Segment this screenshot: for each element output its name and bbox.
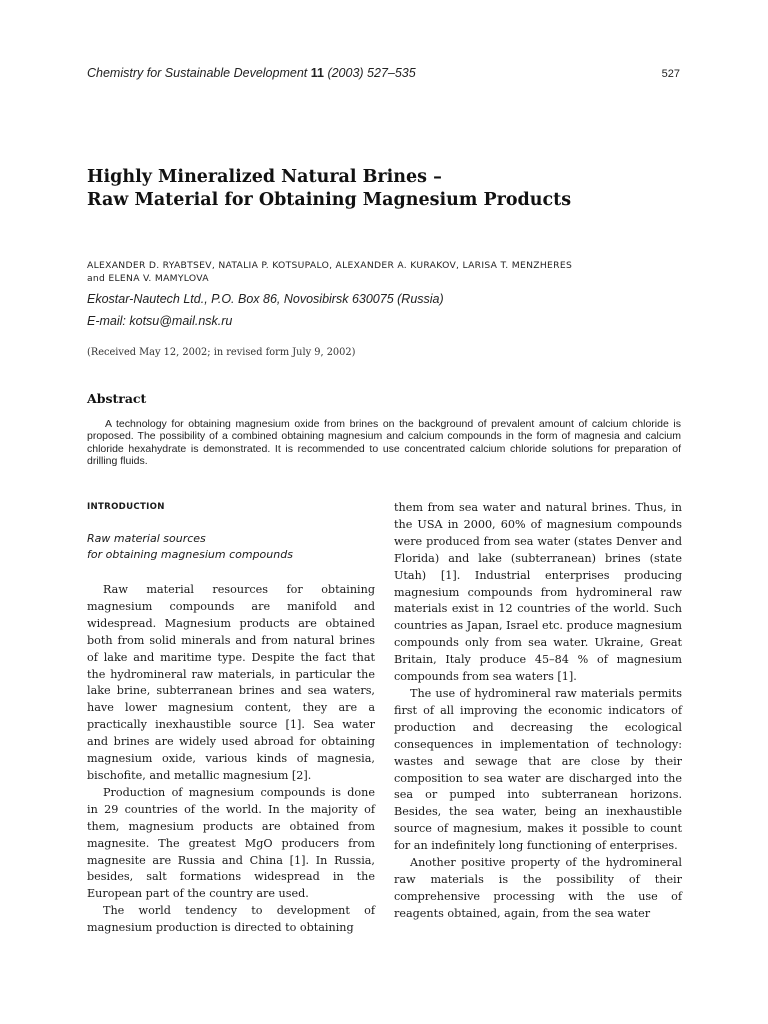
received-dates: (Received May 12, 2002; in revised form July 9, 2002) xyxy=(87,347,356,358)
subheading-line-1: Raw material sources xyxy=(87,532,206,545)
body-paragraph: Production of magnesium compounds is done in 29 countries of the world. In the majority of them, magnesium products are obtained from magnesite. The greatest MgO producers from magnesite are Russia and China [1]. In Russia, besides, salt formations widespread in the European part of the country are used. xyxy=(87,785,375,901)
email: E-mail: kotsu@mail.nsk.ru xyxy=(87,314,233,328)
journal-volume: 11 xyxy=(310,66,324,80)
abstract-heading: Abstract xyxy=(87,391,147,406)
page-number: 527 xyxy=(661,68,680,80)
subheading-line-2: for obtaining magnesium compounds xyxy=(87,548,293,561)
affiliation: Ekostar-Nautech Ltd., P.O. Box 86, Novosibirsk 630075 (Russia) xyxy=(87,292,444,306)
body-paragraph: them from sea water and natural brines. Thus, in the USA in 2000, 60% of magnesium compounds were produced from sea water (states Denver and Florida) and lake (subterranean) brines (state Utah) [1]. Industrial enterprises producing magnesium compounds from hydromineral raw materials exist in 12 countries of the world. Such countries as Japan, Israel etc. produce magnesium compounds only from sea water. Ukraine, Great Britain, Italy produce 45–84 % of magnesium compounds from sea waters [1]. xyxy=(394,501,682,684)
section-heading-introduction: INTRODUCTION xyxy=(87,502,165,512)
left-column xyxy=(87,500,375,937)
title-line-2: Raw Material for Obtaining Magnesium Products xyxy=(87,190,572,210)
journal-name: Chemistry for Sustainable Development xyxy=(87,66,308,80)
paper-title xyxy=(87,166,687,212)
right-column xyxy=(394,500,682,923)
subsection-heading xyxy=(87,531,375,563)
journal-header xyxy=(87,66,416,80)
body-paragraph: Raw material resources for obtaining magnesium compounds are manifold and widespread. Magnesium products are obtained both from solid minerals and from natural brines of lake and maritime type. Despite the fact that the hydromineral raw materials, in particular the lake brine, subterranean brines and sea waters, have lower magnesium content, they are a practically inexhaustible source [1]. Sea water and brines are widely used abroad for obtaining magnesium oxide, various kinds of magnesia, bischofite, and metallic magnesium [2]. xyxy=(87,583,375,782)
author-list xyxy=(87,259,687,285)
authors-line-1: ALEXANDER D. RYABTSEV, NATALIA P. KOTSUPALO, ALEXANDER A. KURAKOV, LARISA T. MENZHERES xyxy=(87,260,573,271)
title-line-1: Highly Mineralized Natural Brines – xyxy=(87,167,442,187)
journal-year-pages: (2003) 527–535 xyxy=(327,66,416,80)
body-paragraph: Another positive property of the hydromineral raw materials is the possibility of their comprehensive processing with the use of reagents obtained, again, from the sea water xyxy=(394,856,682,920)
authors-line-2: and ELENA V. MAMYLOVA xyxy=(87,273,209,284)
abstract-text: A technology for obtaining magnesium oxide from brines on the background of prevalent amount of calcium chloride is proposed. The possibility of a combined obtaining magnesium and calcium compounds in the form of magnesia and calcium chloride hexahydrate is demonstrated. It is recommended to use concentrated calcium chloride solutions for preparation of drilling fluids. xyxy=(87,418,681,467)
body-paragraph: The use of hydromineral raw materials permits first of all improving the economic indicators of production and decreasing the ecological consequences in implementation of technology: wastes and sewage that are close by their composition to sea water are discharged into the sea or pumped into subterranean horizons. Besides, the sea water, being an inexhaustible source of magnesium, makes it possible to count for an indefinitely long functioning of enterprises. xyxy=(394,686,682,853)
body-paragraph: The world tendency to development of magnesium production is directed to obtaining xyxy=(87,904,375,935)
